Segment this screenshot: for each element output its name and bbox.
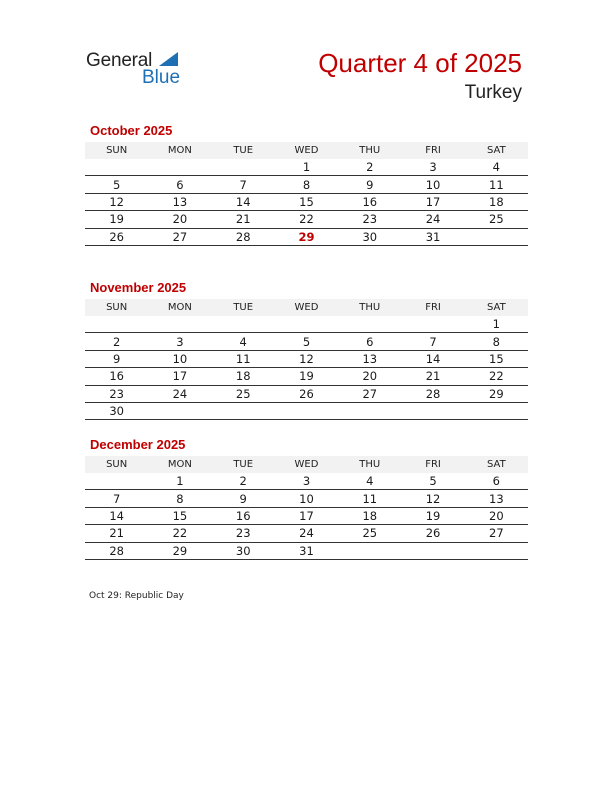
week-row — [85, 350, 528, 367]
logo-blue-text: Blue — [142, 67, 181, 88]
week-row — [85, 507, 528, 524]
day-cell: 18 — [465, 193, 528, 210]
week-row — [85, 193, 528, 210]
empty-day-cell — [275, 316, 338, 333]
empty-day-cell — [148, 316, 211, 333]
holiday-day-cell: 29 — [275, 228, 338, 245]
day-cell: 3 — [148, 333, 211, 350]
day-cell: 23 — [338, 211, 401, 228]
day-cell: 23 — [85, 385, 148, 402]
empty-day-cell — [212, 316, 275, 333]
day-cell: 15 — [275, 193, 338, 210]
day-cell: 21 — [401, 368, 464, 385]
day-cell: 20 — [148, 211, 211, 228]
week-row — [85, 211, 528, 228]
weekday-header: THU — [338, 142, 401, 159]
weekday-header: WED — [275, 142, 338, 159]
day-cell: 6 — [148, 176, 211, 193]
day-cell: 5 — [85, 176, 148, 193]
weekday-header: MON — [148, 456, 211, 473]
day-cell: 12 — [275, 350, 338, 367]
day-cell: 16 — [212, 507, 275, 524]
day-cell: 28 — [212, 228, 275, 245]
day-cell: 16 — [338, 193, 401, 210]
day-cell: 1 — [148, 473, 211, 490]
day-cell: 20 — [465, 507, 528, 524]
day-cell: 11 — [212, 350, 275, 367]
day-cell: 2 — [212, 473, 275, 490]
empty-day-cell — [338, 542, 401, 559]
day-cell: 7 — [212, 176, 275, 193]
week-row — [85, 159, 528, 176]
day-cell: 18 — [338, 507, 401, 524]
day-cell: 24 — [148, 385, 211, 402]
day-cell: 3 — [275, 473, 338, 490]
empty-day-cell — [148, 402, 211, 419]
day-cell: 28 — [401, 385, 464, 402]
day-cell: 1 — [275, 159, 338, 176]
day-cell: 11 — [338, 490, 401, 507]
weekday-header: SAT — [465, 142, 528, 159]
weekday-header: THU — [338, 456, 401, 473]
day-cell: 7 — [85, 490, 148, 507]
week-row — [85, 228, 528, 245]
month-table — [85, 299, 528, 420]
day-cell: 7 — [401, 333, 464, 350]
weekday-header: MON — [148, 142, 211, 159]
day-cell: 31 — [275, 542, 338, 559]
day-cell: 8 — [465, 333, 528, 350]
day-cell: 15 — [465, 350, 528, 367]
day-cell: 28 — [85, 542, 148, 559]
empty-day-cell — [85, 159, 148, 176]
empty-day-cell — [465, 228, 528, 245]
day-cell: 25 — [212, 385, 275, 402]
day-cell: 26 — [85, 228, 148, 245]
day-cell: 17 — [401, 193, 464, 210]
day-cell: 14 — [85, 507, 148, 524]
day-cell: 24 — [275, 525, 338, 542]
day-cell: 10 — [275, 490, 338, 507]
week-row — [85, 402, 528, 419]
day-cell: 2 — [85, 333, 148, 350]
month-calendar — [85, 280, 528, 420]
weekday-header: WED — [275, 299, 338, 316]
day-cell: 29 — [465, 385, 528, 402]
weekday-header: TUE — [212, 456, 275, 473]
day-cell: 1 — [465, 316, 528, 333]
holiday-note: Oct 29: Republic Day — [89, 591, 184, 601]
day-cell: 27 — [465, 525, 528, 542]
day-cell: 19 — [401, 507, 464, 524]
logo-triangle-icon — [159, 52, 178, 66]
empty-day-cell — [401, 402, 464, 419]
day-cell: 19 — [275, 368, 338, 385]
country-name: Turkey — [464, 82, 522, 103]
generalblue-logo — [86, 50, 196, 90]
day-cell: 13 — [338, 350, 401, 367]
day-cell: 12 — [85, 193, 148, 210]
day-cell: 17 — [275, 507, 338, 524]
month-name: November 2025 — [90, 280, 187, 295]
empty-day-cell — [148, 159, 211, 176]
day-cell: 30 — [338, 228, 401, 245]
week-row — [85, 176, 528, 193]
weekday-header: THU — [338, 299, 401, 316]
week-row — [85, 368, 528, 385]
day-cell: 22 — [275, 211, 338, 228]
day-cell: 5 — [275, 333, 338, 350]
week-row — [85, 525, 528, 542]
weekday-header: FRI — [401, 142, 464, 159]
month-table — [85, 456, 528, 560]
day-cell: 31 — [401, 228, 464, 245]
empty-day-cell — [212, 402, 275, 419]
day-cell: 3 — [401, 159, 464, 176]
day-cell: 13 — [148, 193, 211, 210]
day-cell: 20 — [338, 368, 401, 385]
day-cell: 4 — [465, 159, 528, 176]
day-cell: 18 — [212, 368, 275, 385]
day-cell: 21 — [85, 525, 148, 542]
day-cell: 22 — [465, 368, 528, 385]
day-cell: 30 — [212, 542, 275, 559]
day-cell: 8 — [148, 490, 211, 507]
week-row — [85, 490, 528, 507]
week-row — [85, 473, 528, 490]
day-cell: 17 — [148, 368, 211, 385]
empty-day-cell — [465, 542, 528, 559]
month-name: December 2025 — [90, 437, 186, 452]
empty-day-cell — [401, 316, 464, 333]
weekday-header: TUE — [212, 299, 275, 316]
weekday-header: FRI — [401, 299, 464, 316]
month-calendar — [85, 437, 528, 560]
weekday-header: TUE — [212, 142, 275, 159]
day-cell: 27 — [148, 228, 211, 245]
day-cell: 15 — [148, 507, 211, 524]
empty-day-cell — [338, 402, 401, 419]
month-table — [85, 142, 528, 246]
weekday-header: SUN — [85, 299, 148, 316]
day-cell: 23 — [212, 525, 275, 542]
day-cell: 26 — [401, 525, 464, 542]
day-cell: 9 — [338, 176, 401, 193]
week-row — [85, 542, 528, 559]
empty-day-cell — [212, 159, 275, 176]
day-cell: 9 — [85, 350, 148, 367]
empty-day-cell — [465, 402, 528, 419]
day-cell: 8 — [275, 176, 338, 193]
weekday-header-row — [85, 142, 528, 159]
day-cell: 9 — [212, 490, 275, 507]
day-cell: 11 — [465, 176, 528, 193]
empty-day-cell — [338, 316, 401, 333]
day-cell: 6 — [465, 473, 528, 490]
page-title: Quarter 4 of 2025 — [318, 48, 522, 78]
week-row — [85, 385, 528, 402]
day-cell: 13 — [465, 490, 528, 507]
day-cell: 30 — [85, 402, 148, 419]
day-cell: 4 — [338, 473, 401, 490]
weekday-header: SAT — [465, 456, 528, 473]
day-cell: 25 — [338, 525, 401, 542]
weekday-header-row — [85, 456, 528, 473]
weekday-header: FRI — [401, 456, 464, 473]
day-cell: 10 — [148, 350, 211, 367]
day-cell: 22 — [148, 525, 211, 542]
week-row — [85, 333, 528, 350]
month-calendar — [85, 123, 528, 246]
day-cell: 10 — [401, 176, 464, 193]
day-cell: 6 — [338, 333, 401, 350]
day-cell: 14 — [401, 350, 464, 367]
week-row — [85, 316, 528, 333]
weekday-header: WED — [275, 456, 338, 473]
empty-day-cell — [85, 473, 148, 490]
weekday-header: SAT — [465, 299, 528, 316]
day-cell: 16 — [85, 368, 148, 385]
day-cell: 21 — [212, 211, 275, 228]
weekday-header: SUN — [85, 142, 148, 159]
weekday-header: MON — [148, 299, 211, 316]
day-cell: 19 — [85, 211, 148, 228]
empty-day-cell — [275, 402, 338, 419]
day-cell: 4 — [212, 333, 275, 350]
empty-day-cell — [85, 316, 148, 333]
month-name: October 2025 — [90, 123, 173, 138]
weekday-header: SUN — [85, 456, 148, 473]
day-cell: 29 — [148, 542, 211, 559]
day-cell: 2 — [338, 159, 401, 176]
day-cell: 12 — [401, 490, 464, 507]
day-cell: 26 — [275, 385, 338, 402]
day-cell: 27 — [338, 385, 401, 402]
day-cell: 14 — [212, 193, 275, 210]
day-cell: 25 — [465, 211, 528, 228]
day-cell: 5 — [401, 473, 464, 490]
logo-general-text: General — [86, 50, 153, 71]
empty-day-cell — [401, 542, 464, 559]
day-cell: 24 — [401, 211, 464, 228]
weekday-header-row — [85, 299, 528, 316]
